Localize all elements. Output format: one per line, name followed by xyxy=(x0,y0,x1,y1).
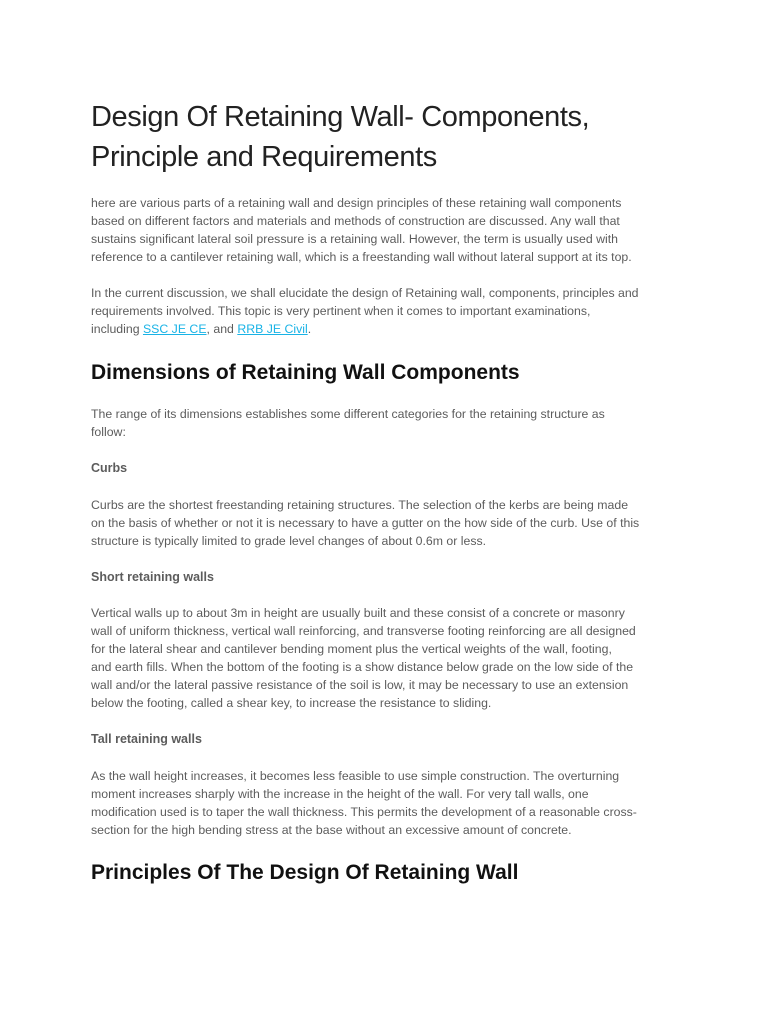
text-line: wall and/or the lateral passive resistance of the soil is low, it may be necessary to use an extension xyxy=(91,678,629,692)
text-line: requirements involved. This topic is very pertinent when it comes to important examinations, xyxy=(91,304,591,318)
title-line: Principle and Requirements xyxy=(91,141,437,173)
text-line: structure is typically limited to grade level changes of about 0.6m or less. xyxy=(91,534,487,548)
text-line: The range of its dimensions establishes some different categories for the retaining structure as xyxy=(91,407,605,421)
intro-paragraph xyxy=(91,194,632,266)
text-line: wall of uniform thickness, vertical wall reinforcing, and transverse footing reinforcing are all designed xyxy=(91,624,636,638)
rrb-je-civil-link[interactable]: RRB JE Civil xyxy=(237,322,308,336)
curbs-paragraph xyxy=(91,496,639,550)
tall-walls-paragraph xyxy=(91,767,637,839)
text-line: below the footing, called a shear key, to increase the resistance to sliding. xyxy=(91,696,492,710)
discussion-paragraph xyxy=(91,284,639,338)
text-line: moment increases sharply with the increase in the height of the wall. For very tall walls, one xyxy=(91,787,589,801)
text-line: based on different factors and materials and methods of construction are discussed. Any wall that xyxy=(91,214,620,228)
text-line: In the current discussion, we shall elucidate the design of Retaining wall, components, principles and xyxy=(91,286,639,300)
text-line: and earth fills. When the bottom of the footing is a show distance below grade on the low side of the xyxy=(91,660,634,674)
range-paragraph xyxy=(91,405,605,441)
text-line xyxy=(91,320,639,338)
text-line: modification used is to taper the wall thickness. This permits the development of a reasonable cross- xyxy=(91,805,637,819)
section-heading-dimensions: Dimensions of Retaining Wall Components xyxy=(91,361,520,384)
text-line: section for the high bending stress at the base without an excessive amount of concrete. xyxy=(91,823,572,837)
text-line: sustains significant lateral soil pressure is a retaining wall. However, the term is usually used with xyxy=(91,232,618,246)
text-line: Vertical walls up to about 3m in height are usually built and these consist of a concrete or masonry xyxy=(91,606,625,620)
page-title xyxy=(91,97,589,177)
text-line: reference to a cantilever retaining wall, which is a freestanding wall without lateral support at its top. xyxy=(91,250,632,264)
text-line: on the basis of whether or not it is necessary to have a gutter on the how side of the curb. Use of this xyxy=(91,516,640,530)
subheading-short-walls: Short retaining walls xyxy=(91,570,214,584)
section-heading-principles: Principles Of The Design Of Retaining Wall xyxy=(91,861,519,884)
text-line: Curbs are the shortest freestanding retaining structures. The selection of the kerbs are being made xyxy=(91,498,629,512)
text: , and xyxy=(206,322,238,336)
text-line: As the wall height increases, it becomes less feasible to use simple construction. The overturning xyxy=(91,769,620,783)
subheading-tall-walls: Tall retaining walls xyxy=(91,732,202,746)
text-line: for the lateral shear and cantilever bending moment plus the vertical weights of the wall, footing, xyxy=(91,642,612,656)
text-line: follow: xyxy=(91,425,126,439)
text-line: here are various parts of a retaining wall and design principles of these retaining wall components xyxy=(91,196,622,210)
text: including xyxy=(91,322,143,336)
ssc-je-ce-link[interactable]: SSC JE CE xyxy=(142,322,207,336)
short-walls-paragraph xyxy=(91,604,636,712)
text: . xyxy=(307,322,312,336)
subheading-curbs: Curbs xyxy=(91,461,128,475)
title-line: Design Of Retaining Wall- Components, xyxy=(91,101,590,133)
